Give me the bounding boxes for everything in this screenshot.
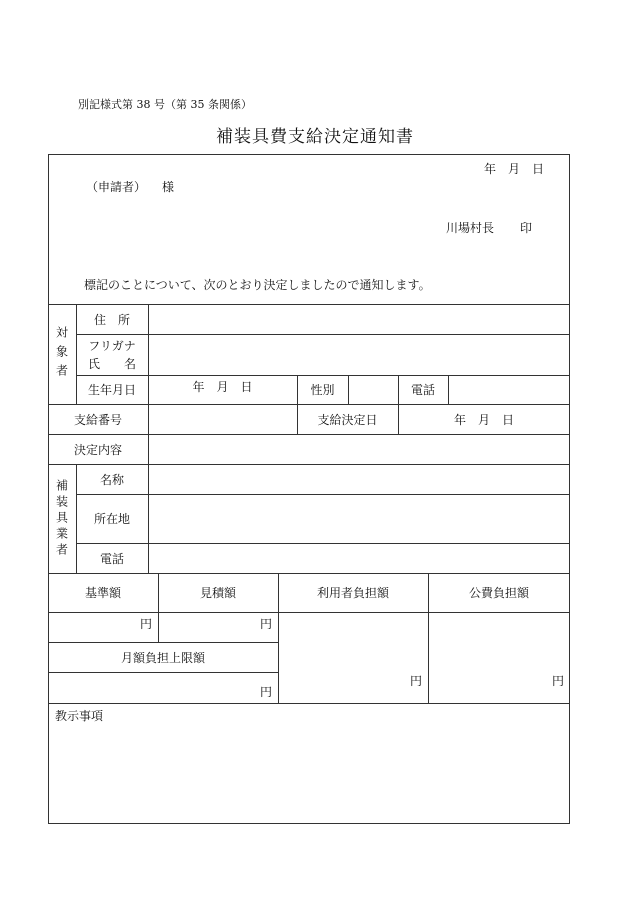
subject-phone-label: 電話 bbox=[410, 383, 435, 397]
name-field[interactable] bbox=[148, 334, 570, 375]
monthly-limit-field[interactable]: 円 bbox=[259, 685, 272, 699]
decision-content-label: 決定内容 bbox=[73, 442, 122, 457]
decision-content-field[interactable] bbox=[148, 434, 570, 464]
applicant-label: （申請者） 様 bbox=[86, 180, 175, 194]
payment-number-field[interactable] bbox=[148, 404, 297, 434]
seal-mark: 印 bbox=[520, 221, 533, 235]
user-burden-field[interactable]: 円 bbox=[409, 674, 422, 688]
vendor-location-label: 所在地 bbox=[93, 512, 130, 526]
document-title: 補装具費支給決定通知書 bbox=[216, 127, 414, 147]
name-label bbox=[76, 334, 148, 375]
vendor-phone-label: 電話 bbox=[99, 551, 124, 566]
vendor-name-field[interactable] bbox=[148, 464, 570, 494]
estimate-amount-label: 見積額 bbox=[199, 586, 236, 600]
form-number: 別記様式第 38 号（第 35 条関係） bbox=[78, 98, 252, 111]
subject-group-label: 対象者 bbox=[54, 325, 69, 383]
full-name-label: 氏 名 bbox=[87, 356, 136, 371]
notice-text: 標記のことについて、次のとおり決定しましたので通知します。 bbox=[84, 278, 431, 292]
vendor-location-field[interactable] bbox=[148, 494, 570, 543]
standard-amount-label: 基準額 bbox=[84, 586, 121, 600]
decision-date-field[interactable]: 年 月 日 bbox=[453, 412, 515, 427]
vendor-group-label: 補装具業者 bbox=[54, 478, 69, 559]
gender-field[interactable] bbox=[348, 375, 398, 404]
public-burden-field[interactable]: 円 bbox=[551, 674, 564, 688]
address-label: 住 所 bbox=[93, 312, 130, 327]
vendor-phone-field[interactable] bbox=[148, 543, 570, 573]
standard-amount-field[interactable]: 円 bbox=[139, 617, 152, 631]
gender-label: 性別 bbox=[310, 383, 335, 397]
estimate-amount-field[interactable]: 円 bbox=[259, 617, 272, 631]
subject-phone-field[interactable] bbox=[448, 375, 570, 404]
user-burden-label: 利用者負担額 bbox=[316, 586, 389, 600]
monthly-limit-label: 月額負担上限額 bbox=[120, 650, 205, 665]
furigana-label: フリガナ bbox=[88, 338, 136, 353]
vendor-name-label: 名称 bbox=[99, 472, 124, 487]
instructions-label: 教示事項 bbox=[55, 709, 104, 723]
birth-date-label: 生年月日 bbox=[87, 383, 136, 397]
birth-date-field[interactable]: 年 月 日 bbox=[192, 380, 253, 394]
address-field[interactable] bbox=[148, 304, 570, 334]
header-date: 年 月 日 bbox=[484, 162, 545, 176]
payment-number-label: 支給番号 bbox=[73, 412, 122, 427]
instructions-field[interactable] bbox=[48, 724, 570, 823]
public-burden-label: 公費負担額 bbox=[468, 586, 529, 600]
issuer-name: 川場村長 印 bbox=[446, 221, 533, 235]
decision-date-label: 支給決定日 bbox=[317, 412, 378, 427]
